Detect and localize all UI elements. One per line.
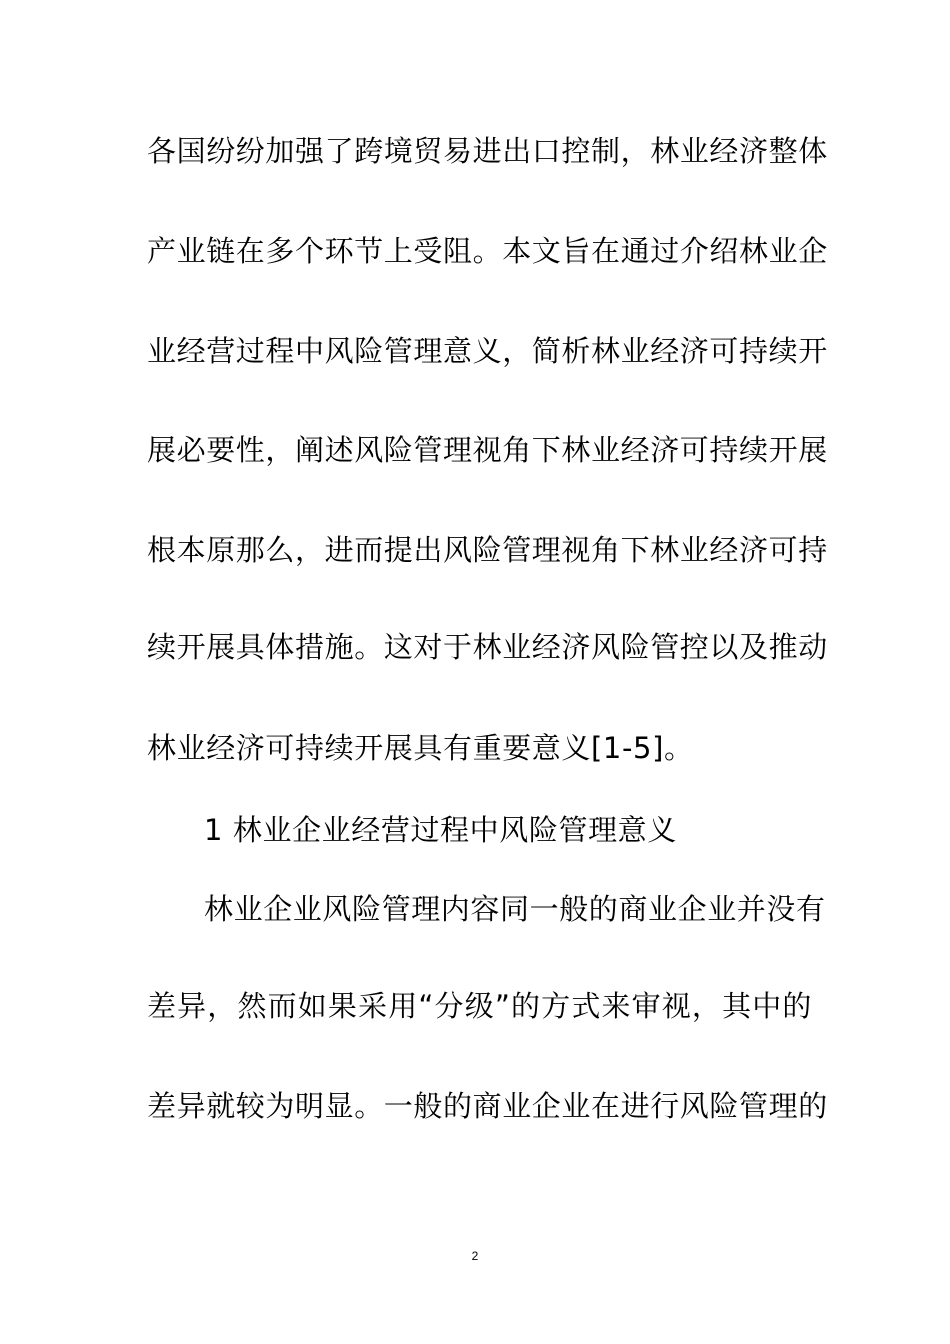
- paragraph-line: 根本原那么，进而提出风险管理视角下林业经济可持: [147, 533, 828, 567]
- paragraph-line: 产业链在多个环节上受阻。本文旨在通过介绍林业企: [147, 234, 828, 268]
- paragraph-line: 各国纷纷加强了跨境贸易进出口控制，林业经济整体: [147, 134, 828, 168]
- section-heading: 1 林业企业经营过程中风险管理意义: [204, 813, 677, 847]
- paragraph-line: 展必要性，阐述风险管理视角下林业经济可持续开展: [147, 433, 828, 467]
- paragraph-line-last: 林业经济可持续开展具有重要意义[1-5]。: [147, 731, 694, 765]
- paragraph-line: 差异，然而如果采用“分级”的方式来审视，其中的: [147, 989, 812, 1023]
- paragraph-line: 业经营过程中风险管理意义，简析林业经济可持续开: [147, 334, 828, 368]
- paragraph-line: 续开展具体措施。这对于林业经济风险管控以及推动: [147, 630, 828, 664]
- paragraph-line: 差异就较为明显。一般的商业企业在进行风险管理的: [147, 1089, 828, 1123]
- paragraph-line: 林业企业风险管理内容同一般的商业企业并没有: [204, 892, 826, 926]
- page-number: 2: [471, 1249, 479, 1263]
